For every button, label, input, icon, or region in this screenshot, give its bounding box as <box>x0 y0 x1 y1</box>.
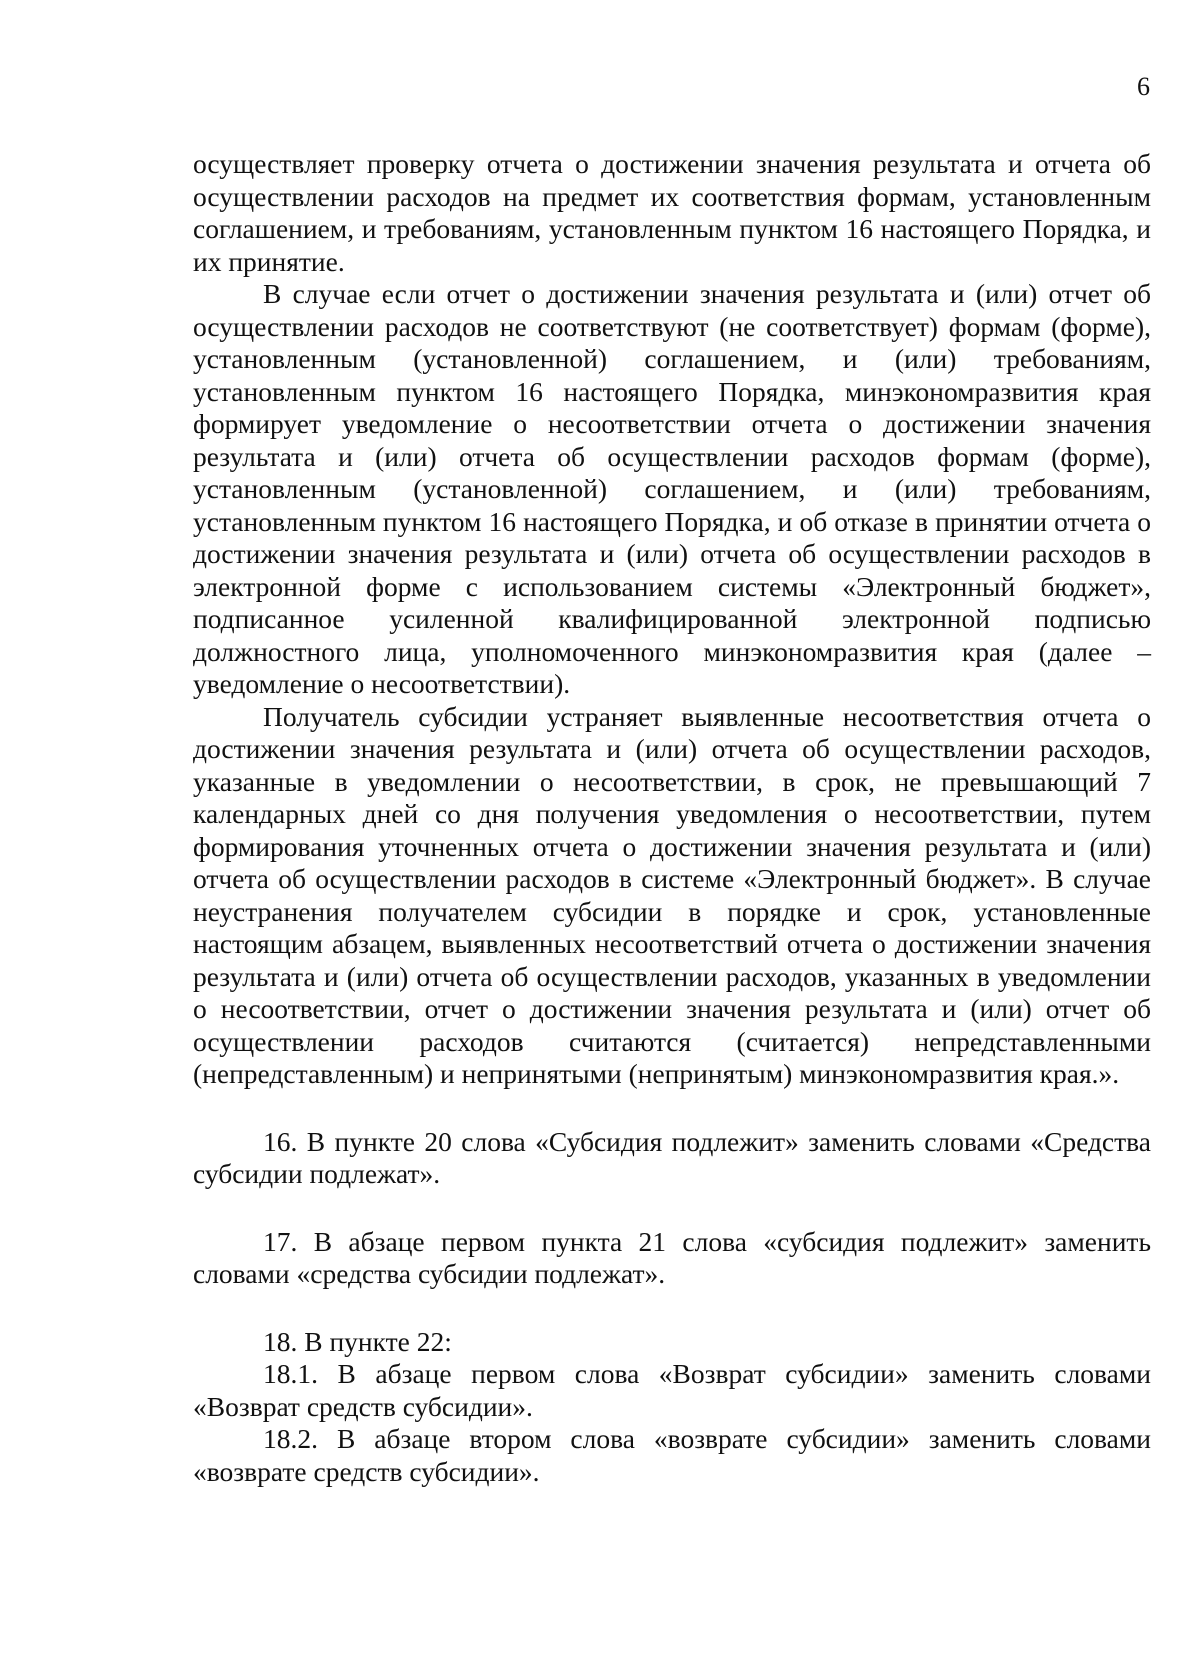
paragraph-item-16: 16. В пункте 20 слова «Субсидия подлежит» заменить словами «Средства субсидии подлежат». <box>193 1125 1151 1189</box>
paragraph-notice-of-nonconformity: В случае если отчет о достижении значения результата и (или) отчет об осуществлении расходов не соответствуют (не соответствует) формам (форме), установленным (установленной) соглашением, и (или) требованиям, установленным пунктом 16 настоящего Порядка, минэкономразвития края формирует уведомление о несоответствии отчета о достижении значения результата и (или) отчета об осуществлении расходов формам (форме), установленным (установленной) соглашением, и (или) требованиям, установленным пунктом 16 настоящего Порядка, и об отказе в принятии отчета о достижении значения результата и (или) отчета об осуществлении расходов в электронной форме с использованием системы «Электронный бюджет», подписанное усиленной квалифицированной электронной подписью должностного лица, уполномоченного минэкономразвития края (далее – уведомление о несоответствии). <box>193 278 1151 699</box>
paragraph-item-18-1: 18.1. В абзаце первом слова «Возврат субсидии» заменить словами «Возврат средств субсидии». <box>193 1358 1151 1422</box>
paragraph-continuation: осуществляет проверку отчета о достижении значения результата и отчета об осуществлении расходов на предмет их соответствия формам, установленным соглашением, и требованиям, установленным пунктом 16 настоящего Порядка, и их принятие. <box>193 148 1151 277</box>
paragraph-recipient-corrections: Получатель субсидии устраняет выявленные несоответствия отчета о достижении значения результата и (или) отчета об осуществлении расходов, указанные в уведомлении о несоответствии, в срок, не превышающий 7 календарных дней со дня получения уведомления о несоответствии, путем формирования уточненных отчета о достижении значения результата и (или) отчета об осуществлении расходов в системе «Электронный бюджет». В случае неустранения получателем субсидии в порядке и срок, установленные настоящим абзацем, выявленных несоответствий отчета о достижении значения результата и (или) отчета об осуществлении расходов, указанных в уведомлении о несоответствии, отчет о достижении значения результата и (или) отчет об осуществлении расходов считаются (считается) непредставленными (непредставленным) и непринятыми (непринятым) минэкономразвития края.». <box>193 700 1151 1089</box>
paragraph-item-18-2: 18.2. В абзаце втором слова «возврате субсидии» заменить словами «возврате средств субсидии». <box>193 1423 1151 1487</box>
page-number: 6 <box>1137 72 1150 101</box>
paragraph-item-18: 18. В пункте 22: <box>263 1325 452 1357</box>
document-body <box>193 148 1151 1488</box>
paragraph-item-17: 17. В абзаце первом пункта 21 слова «субсидия подлежит» заменить словами «средства субсидии подлежат». <box>193 1225 1151 1289</box>
